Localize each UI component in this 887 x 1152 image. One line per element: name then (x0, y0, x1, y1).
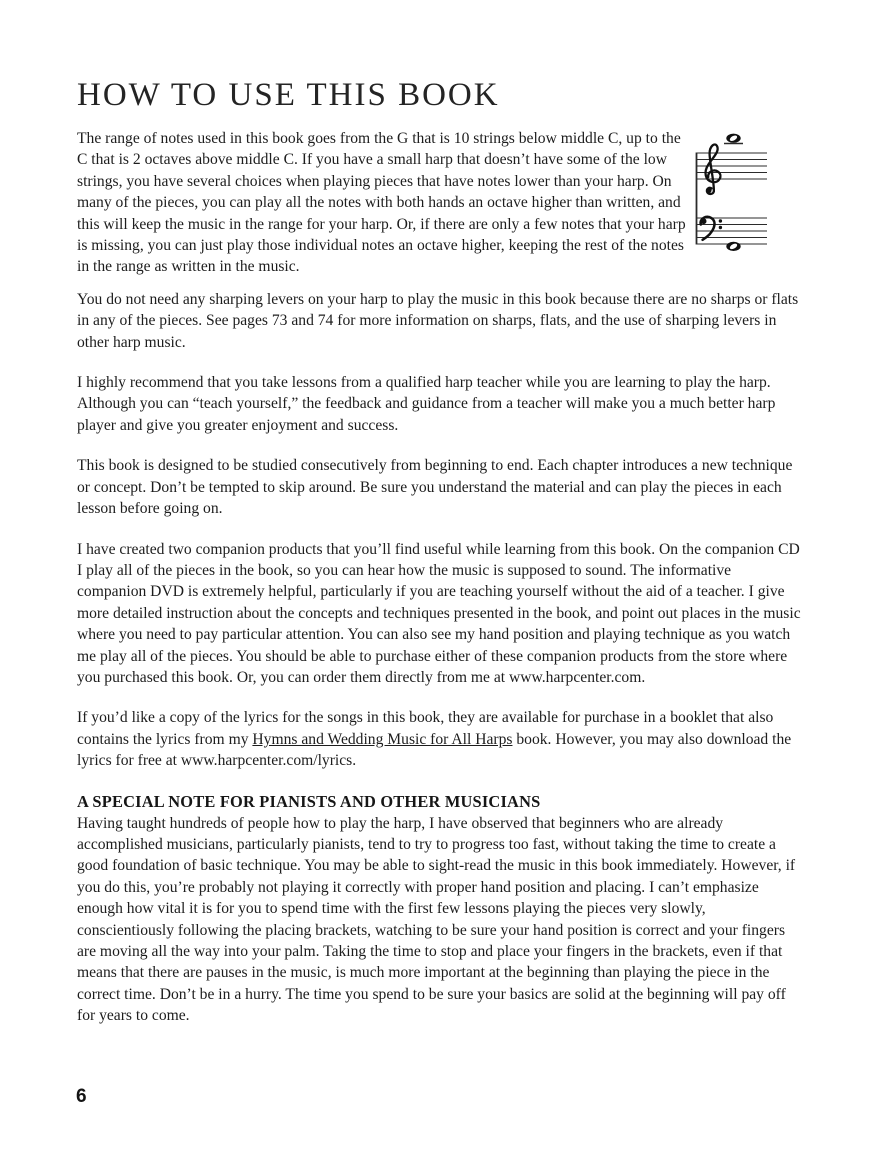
page-number: 6 (76, 1086, 87, 1107)
special-note-heading: A SPECIAL NOTE FOR PIANISTS AND OTHER MUSICIANS (77, 791, 541, 811)
intro-paragraph: The range of notes used in this book goes from the G that is 10 strings below middle C, up to the C that is 2 octaves above middle C. If you have a small harp that doesn’t have some of the low strings, you have several choices when playing pieces that have notes lower than your harp. On many of the pieces, you can play all the notes with both hands an octave higher than written, and this will keep the music in the range for your harp. Or, if there are only a few notes that your harp is missing, you can just play those individual notes an octave higher, keeping the rest of the notes in the range as written in the music. (77, 130, 686, 276)
staff-lines (696, 144, 767, 245)
body-paragraph-levers: You do not need any sharping levers on your harp to play the music in this book because there are no sharps or flats in any of the pieces. See pages 73 and 74 for more information on sharps, flats, and the use of sharping levers in other harp music. (77, 290, 799, 351)
page-title: HOW TO USE THIS BOOK (77, 77, 500, 113)
low-g-whole-note (726, 242, 740, 251)
intro-section (77, 128, 804, 278)
body-paragraph-lessons: I highly recommend that you take lessons from a qualified harp teacher while you are learning to play the harp. Although you can “teach yourself,” the feedback and guidance from a teacher will make you a much better harp player and give you greater enjoyment and success. (77, 374, 776, 434)
high-c-whole-note (726, 134, 740, 143)
treble-clef-icon (706, 144, 721, 193)
page-content (77, 74, 804, 1027)
special-note-paragraph: Having taught hundreds of people how to play the harp, I have observed that beginners who are already accomplished musicians, particularly pianists, tend to try to progress too fast, without taking the time to create a good foundation of basic technique. You may be able to sight-read the music in this book immediately. However, if you do this, you’re probably not playing it correctly with proper hand position and placing. I can’t emphasize enough how vital it is for you to spend time with the first few lessons playing the pieces very slowly, conscientiously following the placing brackets, watching to be sure your hand position is correct and your fingers are moving all the way into your palm. Taking the time to stop and place your fingers in the brackets, even if that means that there are pauses in the music, is much more important at the beginning than playing the piece in the correct time. Don’t be in a hurry. The time you spend to be sure your basics are solid at the beginning will pay off for years to come. (77, 814, 796, 1025)
grand-staff-figure (693, 130, 795, 257)
body-paragraph-consecutive: This book is designed to be studied consecutively from beginning to end. Each chapter introduces a new technique or concept. Don’t be tempted to skip around. Be sure you understand the material and can play the pieces in each lesson before going on. (77, 457, 793, 518)
note-range-figure (693, 130, 795, 262)
lyrics-text-after: book. However, you may also download the lyrics for free at www.harpcenter.com/lyrics. (77, 730, 792, 770)
bass-clef-icon (701, 217, 723, 240)
lyrics-paragraph (77, 707, 804, 771)
book-title-reference: Hymns and Wedding Music for All Harps (252, 730, 513, 748)
body-paragraph-companion-products: I have created two companion products that you’ll find useful while learning from this book. On the companion CD I play all of the pieces in the book, so you can hear how the music is supposed to sound. The informative companion DVD is extremely helpful, particularly if you are teaching yourself without the aid of a teacher. I give more detailed instruction about the concepts and techniques presented in the book, and point out places in the music where you need to pay particular attention. You can also see my hand position and playing technique as you watch me play all of the pieces. You should be able to purchase either of these companion products from the store where you purchased this book. Or, you can order them directly from me at www.harpcenter.com. (77, 540, 801, 686)
lyrics-text-before: If you’d like a copy of the lyrics for the songs in this book, they are available for purchase in a booklet that also contains the lyrics from my (77, 709, 774, 748)
